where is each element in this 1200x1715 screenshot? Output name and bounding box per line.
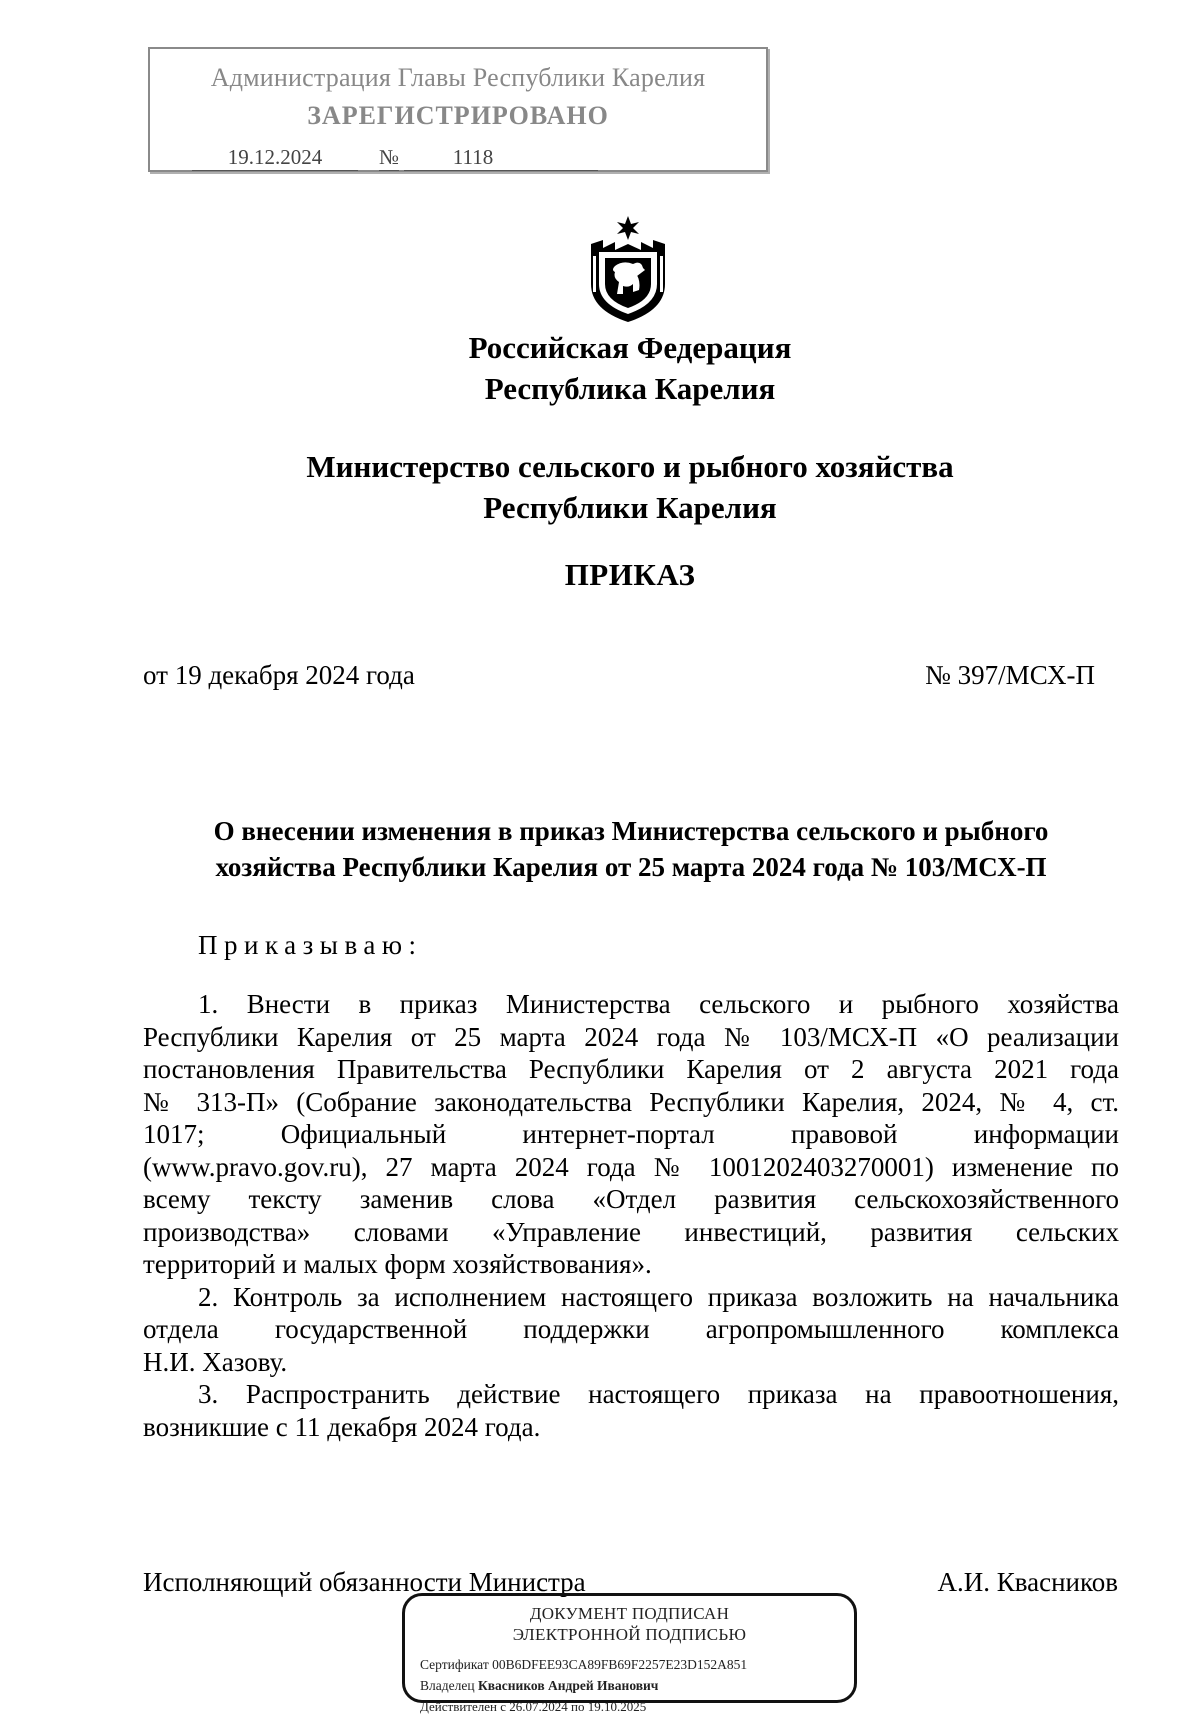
esign-certificate-value: 00B6DFEE93CA89FB69F2257E23D152A851 [492,1657,748,1672]
esign-valid-from: 26.07.2024 [509,1699,568,1714]
esign-certificate [420,1657,747,1673]
signatory-position: Исполняющий обязанности Министра [143,1567,586,1597]
body-line: всему тексту заменив слова «Отдел развития сельскохозяйственного [143,1184,1119,1214]
order-word: Приказываю: [198,930,423,960]
subject-line: хозяйства Республики Карелия от 25 марта 2024 года № 103/МСХ-П [215,852,1047,882]
ministry-heading-line1: Министерство сельского и рыбного хозяйства [306,449,954,484]
country-heading: Российская Федерация [468,330,792,365]
esign-valid-to: 19.10.2025 [587,1699,647,1714]
stamp-number: 1118 [452,145,494,169]
body-line: 1. Внести в приказ Министерства сельского и рыбного хозяйства [198,989,1119,1019]
ministry-heading-line2: Республики Карелия [483,490,777,525]
esign-owner-label: Владелец [420,1678,475,1693]
body-line: возникшие с 11 декабря 2024 года. [143,1411,541,1442]
esign-owner-value: Квасников Андрей Иванович [477,1678,659,1693]
body-line: территорий и малых форм хозяйствования». [143,1249,652,1279]
body-line: 3. Распространить действие настоящего приказа на правоотношения, [198,1379,1119,1409]
stamp-title: ЗАРЕГИСТРИРОВАНО [307,101,609,130]
document-date: от 19 декабря 2024 года [143,660,415,690]
esign-valid-label: Действителен [420,1699,497,1714]
esign-heading-line2: ЭЛЕКТРОННОЙ ПОДПИСЬЮ [512,1625,747,1644]
stamp-date: 19.12.2024 [192,145,358,171]
body-line: производства» словами «Управление инвестиций, развития сельских [143,1216,1119,1247]
body-line: Республики Карелия от 25 марта 2024 года № 103/МСХ-П «О реализации [143,1021,1119,1052]
esign-heading-line1: ДОКУМЕНТ ПОДПИСАН [529,1604,730,1623]
signatory-name: А.И. Квасников [937,1567,1118,1597]
stamp-number-field [404,145,598,171]
body-line: (www.pravo.gov.ru), 27 марта 2024 года № 1001202403270001) изменение по [143,1151,1119,1182]
esign-certificate-label: Сертификат [420,1657,489,1672]
stamp-number-sign: № [379,145,400,169]
registration-stamp [148,47,768,172]
body-line: отдела государственной поддержки агропромышленного комплекса [143,1314,1119,1344]
body-line: Н.И. Хазову. [143,1346,288,1377]
esign-validity [420,1699,646,1715]
document-body [143,988,1119,1443]
body-line: постановления Правительства Республики Карелия от 2 августа 2021 года [143,1054,1119,1084]
esign-valid-from-label: с [500,1699,506,1714]
region-heading: Республика Карелия [484,371,776,406]
document-type: ПРИКАЗ [564,557,696,592]
body-line: № 313-П» (Собрание законодательства Республики Карелия, 2024, № 4, ст. [143,1086,1119,1117]
coat-of-arms-icon [583,214,673,324]
esign-valid-to-label: по [571,1699,585,1714]
document-subject [143,813,1119,885]
stamp-organization: Администрация Главы Республики Карелия [210,63,706,92]
subject-line: О внесении изменения в приказ Министерства сельского и рыбного [213,816,1049,846]
body-line: 1017; Официальный интернет-портал правовой информации [143,1119,1119,1149]
document-number: № 397/МСХ-П [925,660,1095,690]
electronic-signature-stamp [402,1593,857,1714]
esign-owner [420,1678,658,1694]
body-line: 2. Контроль за исполнением настоящего приказа возложить на начальника [198,1281,1119,1312]
